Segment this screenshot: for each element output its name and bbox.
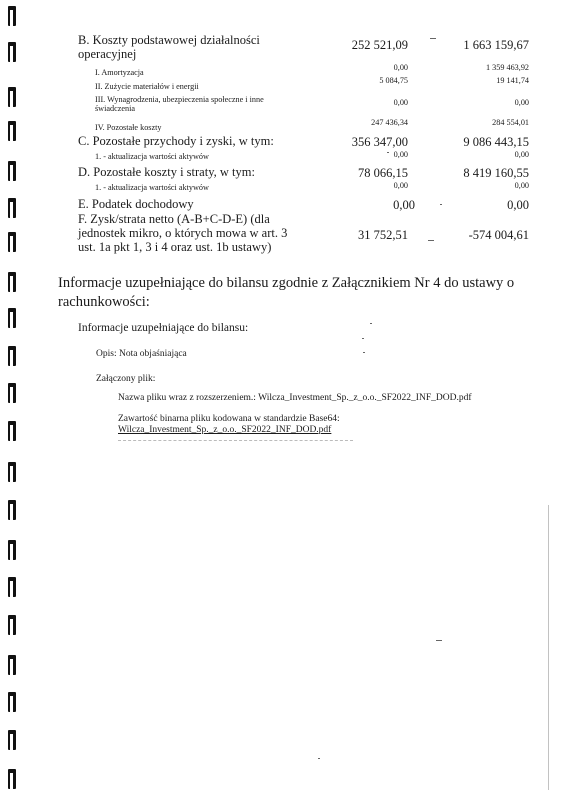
page-edge-line	[548, 505, 549, 790]
row-value-current: 31 752,51	[358, 228, 408, 242]
binding-mark	[8, 540, 16, 560]
scan-speck	[387, 152, 389, 153]
binding-mark	[8, 383, 16, 403]
scan-speck	[440, 204, 442, 205]
row-label: II. Zużycie materiałów i energii	[95, 82, 199, 91]
base64-label: Zawartość binarna pliku kodowana w standardzie Base64:	[118, 414, 340, 424]
binding-mark	[8, 308, 16, 328]
binding-mark	[8, 121, 16, 141]
scan-speck	[430, 38, 436, 39]
row-value-previous: 1 359 463,92	[486, 63, 529, 72]
row-label: III. Wynagrodzenia, ubezpieczenia społeczne i inne świadczenia	[95, 95, 264, 114]
binding-mark	[8, 42, 16, 62]
row-value-previous: -574 004,61	[468, 228, 529, 242]
binding-mark	[8, 272, 16, 292]
binding-mark	[8, 577, 16, 597]
binding-mark	[8, 421, 16, 441]
row-value-previous: 9 086 443,15	[463, 135, 529, 149]
row-value-current: 0,00	[393, 181, 408, 190]
scan-speck	[436, 640, 442, 641]
note-description: Opis: Nota objaśniająca	[96, 349, 187, 359]
scan-speck	[362, 338, 364, 339]
binding-mark	[8, 462, 16, 482]
row-label: IV. Pozostałe koszty	[95, 123, 162, 132]
row-value-previous: 284 554,01	[492, 118, 529, 127]
row-label: C. Pozostałe przychody i zyski, w tym:	[78, 134, 274, 148]
attached-file-link[interactable]: Wilcza_Investment_Sp._z_o.o._SF2022_INF_DOD.pdf	[118, 425, 332, 435]
scan-speck	[428, 240, 434, 241]
binding-mark	[8, 87, 16, 107]
row-label: 1. - aktualizacja wartości aktywów	[95, 183, 209, 192]
row-label: D. Pozostałe koszty i straty, w tym:	[78, 165, 255, 179]
binding-mark	[8, 6, 16, 26]
row-value-current: 78 066,15	[358, 166, 408, 180]
binding-mark	[8, 161, 16, 181]
divider	[118, 440, 353, 443]
row-label: F. Zysk/strata netto (A-B+C-D-E) (dla jednostek mikro, o których mowa w art. 3 ust. 1a pkt 1, 3 i 4 oraz ust. 1b ustawy)	[78, 212, 288, 254]
row-value-previous: 0,00	[514, 98, 529, 107]
binding-mark	[8, 692, 16, 712]
row-label: E. Podatek dochodowy	[78, 197, 194, 211]
binding-mark	[8, 198, 16, 218]
row-value-current: 247 436,34	[371, 118, 408, 127]
scan-speck	[363, 352, 365, 353]
row-value-previous: 1 663 159,67	[463, 38, 529, 52]
binding-mark	[8, 730, 16, 750]
binding-mark	[8, 346, 16, 366]
row-value-previous: 0,00	[514, 181, 529, 190]
section-subheading: Informacje uzupełniające do bilansu:	[78, 322, 249, 334]
binding-mark	[8, 769, 16, 789]
binding-mark	[8, 655, 16, 675]
row-value-previous: 8 419 160,55	[463, 166, 529, 180]
file-name-line: Nazwa pliku wraz z rozszerzeniem.: Wilcza_Investment_Sp._z_o.o._SF2022_INF_DOD.pdf	[118, 393, 472, 403]
row-value-current: 0,00	[393, 198, 415, 212]
row-value-current: 0,00	[393, 98, 408, 107]
binding-mark	[8, 232, 16, 252]
row-value-previous: 19 141,74	[496, 76, 529, 85]
section-heading: Informacje uzupełniające do bilansu zgodnie z Załącznikiem Nr 4 do ustawy o rachunkowości:	[58, 275, 515, 310]
row-value-current: 252 521,09	[351, 38, 408, 52]
binding-holes	[8, 0, 22, 800]
scan-speck	[370, 323, 372, 324]
row-value-previous: 0,00	[507, 198, 529, 212]
row-value-current: 0,00	[393, 63, 408, 72]
binding-mark	[8, 615, 16, 635]
row-label: 1. - aktualizacja wartości aktywów	[95, 152, 209, 161]
row-label: B. Koszty podstawowej działalności operacyjnej	[78, 33, 260, 61]
attached-file-label: Załączony plik:	[96, 374, 156, 384]
scan-speck	[318, 758, 320, 759]
row-label: I. Amortyzacja	[95, 68, 144, 77]
row-value-current: 356 347,00	[351, 135, 408, 149]
row-value-current: 0,00	[393, 150, 408, 159]
row-value-current: 5 084,75	[379, 76, 408, 85]
binding-mark	[8, 500, 16, 520]
row-value-previous: 0,00	[514, 150, 529, 159]
